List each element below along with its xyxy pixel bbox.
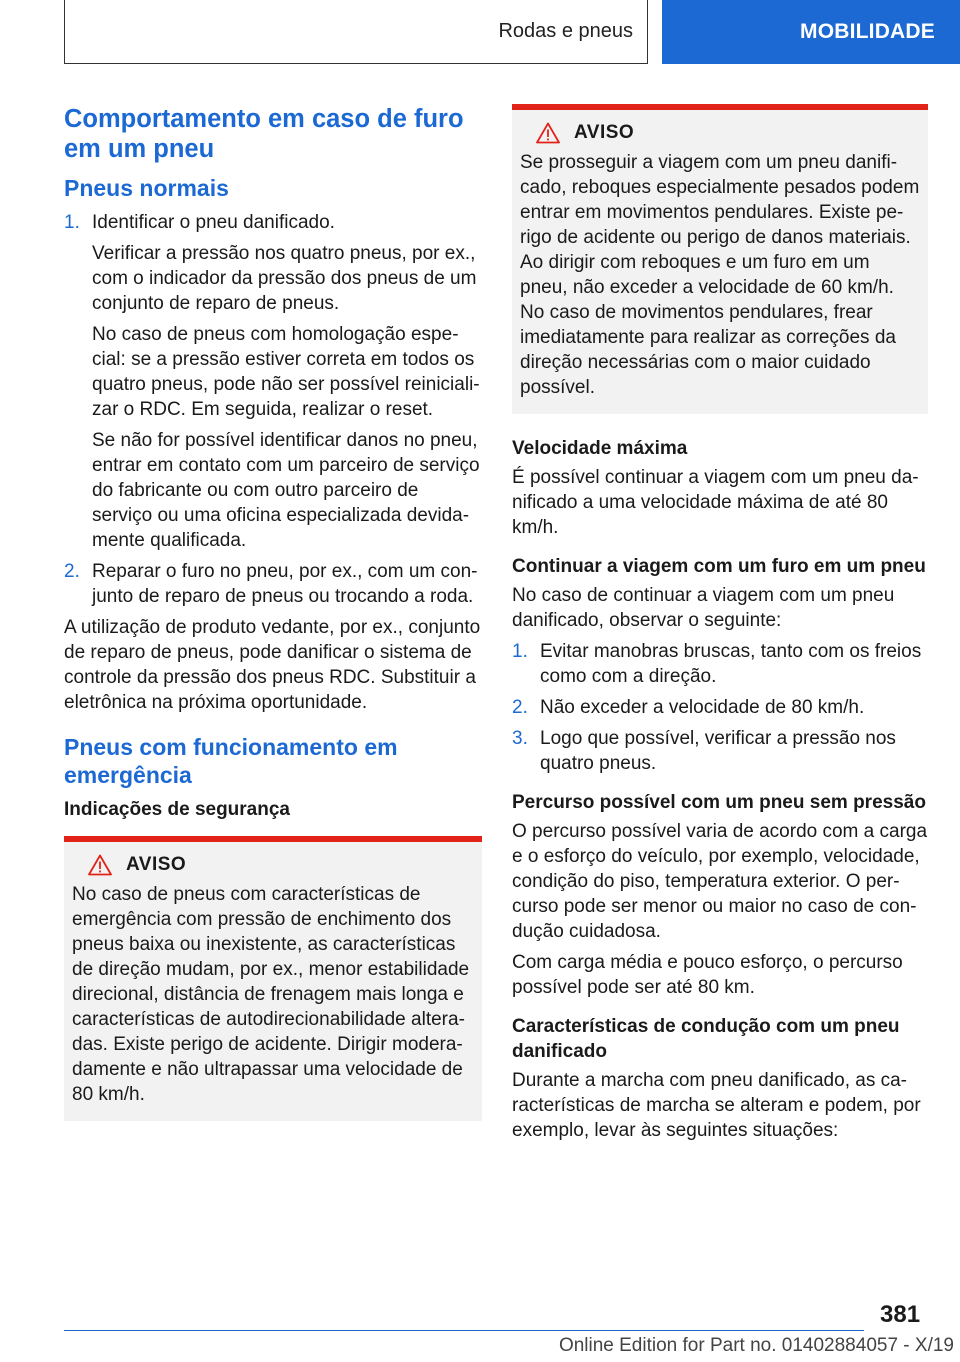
step-text: Não exceder a velocidade de 80 km/h. (540, 697, 865, 718)
warning-box (64, 836, 482, 1121)
step-number: 1. (64, 212, 80, 233)
warning-title: AVISO (126, 854, 187, 875)
driving-text: Durante a marcha com pneu danificado, as características de marcha se alteram e podem, por exemplo, levar às seguintes situações: (512, 1070, 921, 1141)
header-chapter-box (662, 0, 960, 64)
step-number: 1. (512, 641, 528, 662)
warning-title: AVISO (574, 122, 635, 143)
list-item (64, 210, 482, 553)
continue-intro: No caso de continuar a viagem com um pneu danificado, observar o seguinte: (512, 585, 895, 631)
step-text: Se não for possível identificar danos no pneu, entrar em contato com um parceiro de serviço do fabricante ou com outro parceiro de serviço ou uma oficina especializada devidamente qualificada. (92, 430, 480, 551)
max-speed-heading: Velocidade máxima (512, 438, 688, 459)
step-text: Reparar o furo no pneu, por ex., com um conjunto de reparo de pneus ou trocando a roda. (92, 561, 478, 607)
list-item (64, 559, 482, 609)
step-number: 2. (64, 561, 80, 582)
warning-text: No caso de pneus com características de emergência com pressão de enchimento dos pneus baixa ou inexistente, as características de direção mudam, por ex., menor estabilidade direcional, distância de frenagem mais longa e características de autodirecionabilidade alteradas. Existe perigo de acidente. Dirigir moderadamente e não ultrapassar uma velocidade de 80 km/h. (72, 884, 470, 1105)
normal-tires-steps (64, 210, 482, 609)
step-number: 3. (512, 728, 528, 749)
continue-heading: Continuar a viagem com um furo em um pneu (512, 556, 926, 577)
header-chapter-title: MOBILIDADE (800, 20, 935, 43)
left-column (64, 100, 482, 1143)
warning-box (512, 104, 928, 414)
footer-divider (64, 1330, 864, 1331)
step-number: 2. (512, 697, 528, 718)
sealant-note: A utilização de produto vedante, por ex., conjunto de reparo de pneus, pode danificar o sistema de controle da pressão dos pneus RDC. Substituir a eletrônica na próxima oportunidade. (64, 617, 481, 713)
step-text: Evitar manobras bruscas, tanto com os freios como com a direção. (540, 641, 922, 687)
continue-steps (512, 639, 928, 776)
list-item (512, 695, 928, 720)
header-section-box (64, 0, 648, 64)
warning-header (88, 854, 476, 876)
warning-triangle-icon (536, 122, 560, 144)
distance-text-load: Com carga média e pouco esforço, o percurso possível pode ser até 80 km. (512, 952, 903, 998)
page-title: Comportamento em caso de furo em um pneu (64, 105, 464, 163)
step-text: Verificar a pressão nos quatro pneus, por ex., com o indicador da pressão dos pneus de um conjunto de reparo de pneus. (92, 243, 477, 314)
max-speed-text: É possível continuar a viagem com um pneu danificado a uma velocidade máxima de até 80 km/h. (512, 467, 919, 538)
driving-heading: Características de condução com um pneu danificado (512, 1016, 900, 1062)
page-number: 381 (880, 1301, 921, 1328)
header-section-title: Rodas e pneus (498, 20, 633, 42)
warning-header (536, 122, 922, 144)
runflat-heading: Pneus com funcionamento em emergência (64, 734, 398, 788)
step-text: No caso de pneus com homologação especial: se a pressão estiver correta em todos os quatro pneus, pode não ser possível reinicializar o RDC. Em seguida, realizar o reset. (92, 324, 480, 420)
step-text: Logo que possível, verificar a pressão nos quatro pneus. (540, 728, 896, 774)
normal-tires-heading: Pneus normais (64, 175, 229, 201)
warning-text: Se prosseguir a viagem com um pneu danificado, reboques especialmente pesados podem entrar em movimentos pendulares. Existe perigo de acidente ou perigo de danos materiais. Ao dirigir com reboques e um furo em um pneu, não exceder a velocidade de 60 km/h. No caso de movimentos pendulares, frear imediatamente para realizar as correções da direção necessárias com o maior cuidado possível. (520, 152, 920, 398)
footer-edition: Online Edition for Part no. 01402884057 - X/19 (558, 1335, 954, 1356)
distance-text: O percurso possível varia de acordo com a carga e o esforço do veículo, por exemplo, velocidade, condição do piso, temperatura exterior. O percurso pode ser menor ou maior no caso de condução cuidadosa. (512, 821, 928, 942)
right-column (512, 100, 928, 1149)
step-text: Identificar o pneu danificado. (92, 212, 335, 233)
safety-heading: Indicações de segurança (64, 799, 290, 820)
warning-triangle-icon (88, 854, 112, 876)
distance-heading: Percurso possível com um pneu sem pressão (512, 792, 926, 813)
list-item (512, 726, 928, 776)
list-item (512, 639, 928, 689)
